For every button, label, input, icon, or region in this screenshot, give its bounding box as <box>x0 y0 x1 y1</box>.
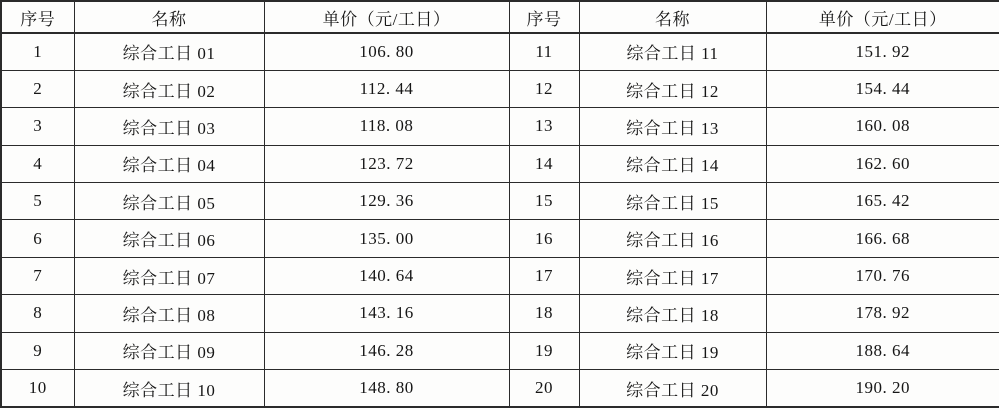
price-cell: 123. 72 <box>264 145 509 182</box>
name-cell: 综合工日 16 <box>579 220 766 257</box>
header-unit-price-left: 单价（元/工日） <box>264 1 509 33</box>
table-row <box>1 33 999 70</box>
serial-cell: 11 <box>509 33 579 70</box>
serial-cell: 8 <box>1 295 74 332</box>
price-cell: 129. 36 <box>264 183 509 220</box>
name-cell: 综合工日 20 <box>579 370 766 407</box>
name-cell: 综合工日 03 <box>74 108 264 145</box>
price-cell: 148. 80 <box>264 370 509 407</box>
header-name-right: 名称 <box>579 1 766 33</box>
price-cell: 190. 20 <box>766 370 999 407</box>
price-cell: 118. 08 <box>264 108 509 145</box>
table-row <box>1 257 999 294</box>
header-unit-price-right: 单价（元/工日） <box>766 1 999 33</box>
name-cell: 综合工日 08 <box>74 295 264 332</box>
serial-cell: 3 <box>1 108 74 145</box>
price-cell: 162. 60 <box>766 145 999 182</box>
serial-cell: 15 <box>509 183 579 220</box>
name-cell: 综合工日 07 <box>74 257 264 294</box>
price-cell: 140. 64 <box>264 257 509 294</box>
price-cell: 151. 92 <box>766 33 999 70</box>
table-row <box>1 220 999 257</box>
table-row <box>1 370 999 407</box>
name-cell: 综合工日 01 <box>74 33 264 70</box>
table-header <box>1 1 999 33</box>
name-cell: 综合工日 19 <box>579 332 766 369</box>
name-cell: 综合工日 04 <box>74 145 264 182</box>
name-cell: 综合工日 14 <box>579 145 766 182</box>
header-name-left: 名称 <box>74 1 264 33</box>
serial-cell: 14 <box>509 145 579 182</box>
price-cell: 146. 28 <box>264 332 509 369</box>
serial-cell: 9 <box>1 332 74 369</box>
table-row <box>1 108 999 145</box>
serial-cell: 19 <box>509 332 579 369</box>
table-row <box>1 332 999 369</box>
price-cell: 165. 42 <box>766 183 999 220</box>
serial-cell: 12 <box>509 70 579 107</box>
price-cell: 170. 76 <box>766 257 999 294</box>
serial-cell: 16 <box>509 220 579 257</box>
price-cell: 112. 44 <box>264 70 509 107</box>
name-cell: 综合工日 05 <box>74 183 264 220</box>
name-cell: 综合工日 02 <box>74 70 264 107</box>
serial-cell: 10 <box>1 370 74 407</box>
name-cell: 综合工日 10 <box>74 370 264 407</box>
name-cell: 综合工日 17 <box>579 257 766 294</box>
price-cell: 154. 44 <box>766 70 999 107</box>
price-cell: 178. 92 <box>766 295 999 332</box>
table-row <box>1 145 999 182</box>
header-serial-right: 序号 <box>509 1 579 33</box>
serial-cell: 5 <box>1 183 74 220</box>
price-cell: 188. 64 <box>766 332 999 369</box>
serial-cell: 4 <box>1 145 74 182</box>
name-cell: 综合工日 11 <box>579 33 766 70</box>
serial-cell: 13 <box>509 108 579 145</box>
serial-cell: 17 <box>509 257 579 294</box>
header-row <box>1 1 999 33</box>
serial-cell: 18 <box>509 295 579 332</box>
name-cell: 综合工日 15 <box>579 183 766 220</box>
serial-cell: 7 <box>1 257 74 294</box>
table-row <box>1 295 999 332</box>
serial-cell: 2 <box>1 70 74 107</box>
table-body <box>1 33 999 407</box>
name-cell: 综合工日 13 <box>579 108 766 145</box>
name-cell: 综合工日 12 <box>579 70 766 107</box>
price-cell: 143. 16 <box>264 295 509 332</box>
price-cell: 135. 00 <box>264 220 509 257</box>
name-cell: 综合工日 09 <box>74 332 264 369</box>
serial-cell: 1 <box>1 33 74 70</box>
name-cell: 综合工日 18 <box>579 295 766 332</box>
price-cell: 166. 68 <box>766 220 999 257</box>
table-row <box>1 183 999 220</box>
serial-cell: 20 <box>509 370 579 407</box>
price-cell: 106. 80 <box>264 33 509 70</box>
table-row <box>1 70 999 107</box>
header-serial-left: 序号 <box>1 1 74 33</box>
serial-cell: 6 <box>1 220 74 257</box>
name-cell: 综合工日 06 <box>74 220 264 257</box>
price-cell: 160. 08 <box>766 108 999 145</box>
